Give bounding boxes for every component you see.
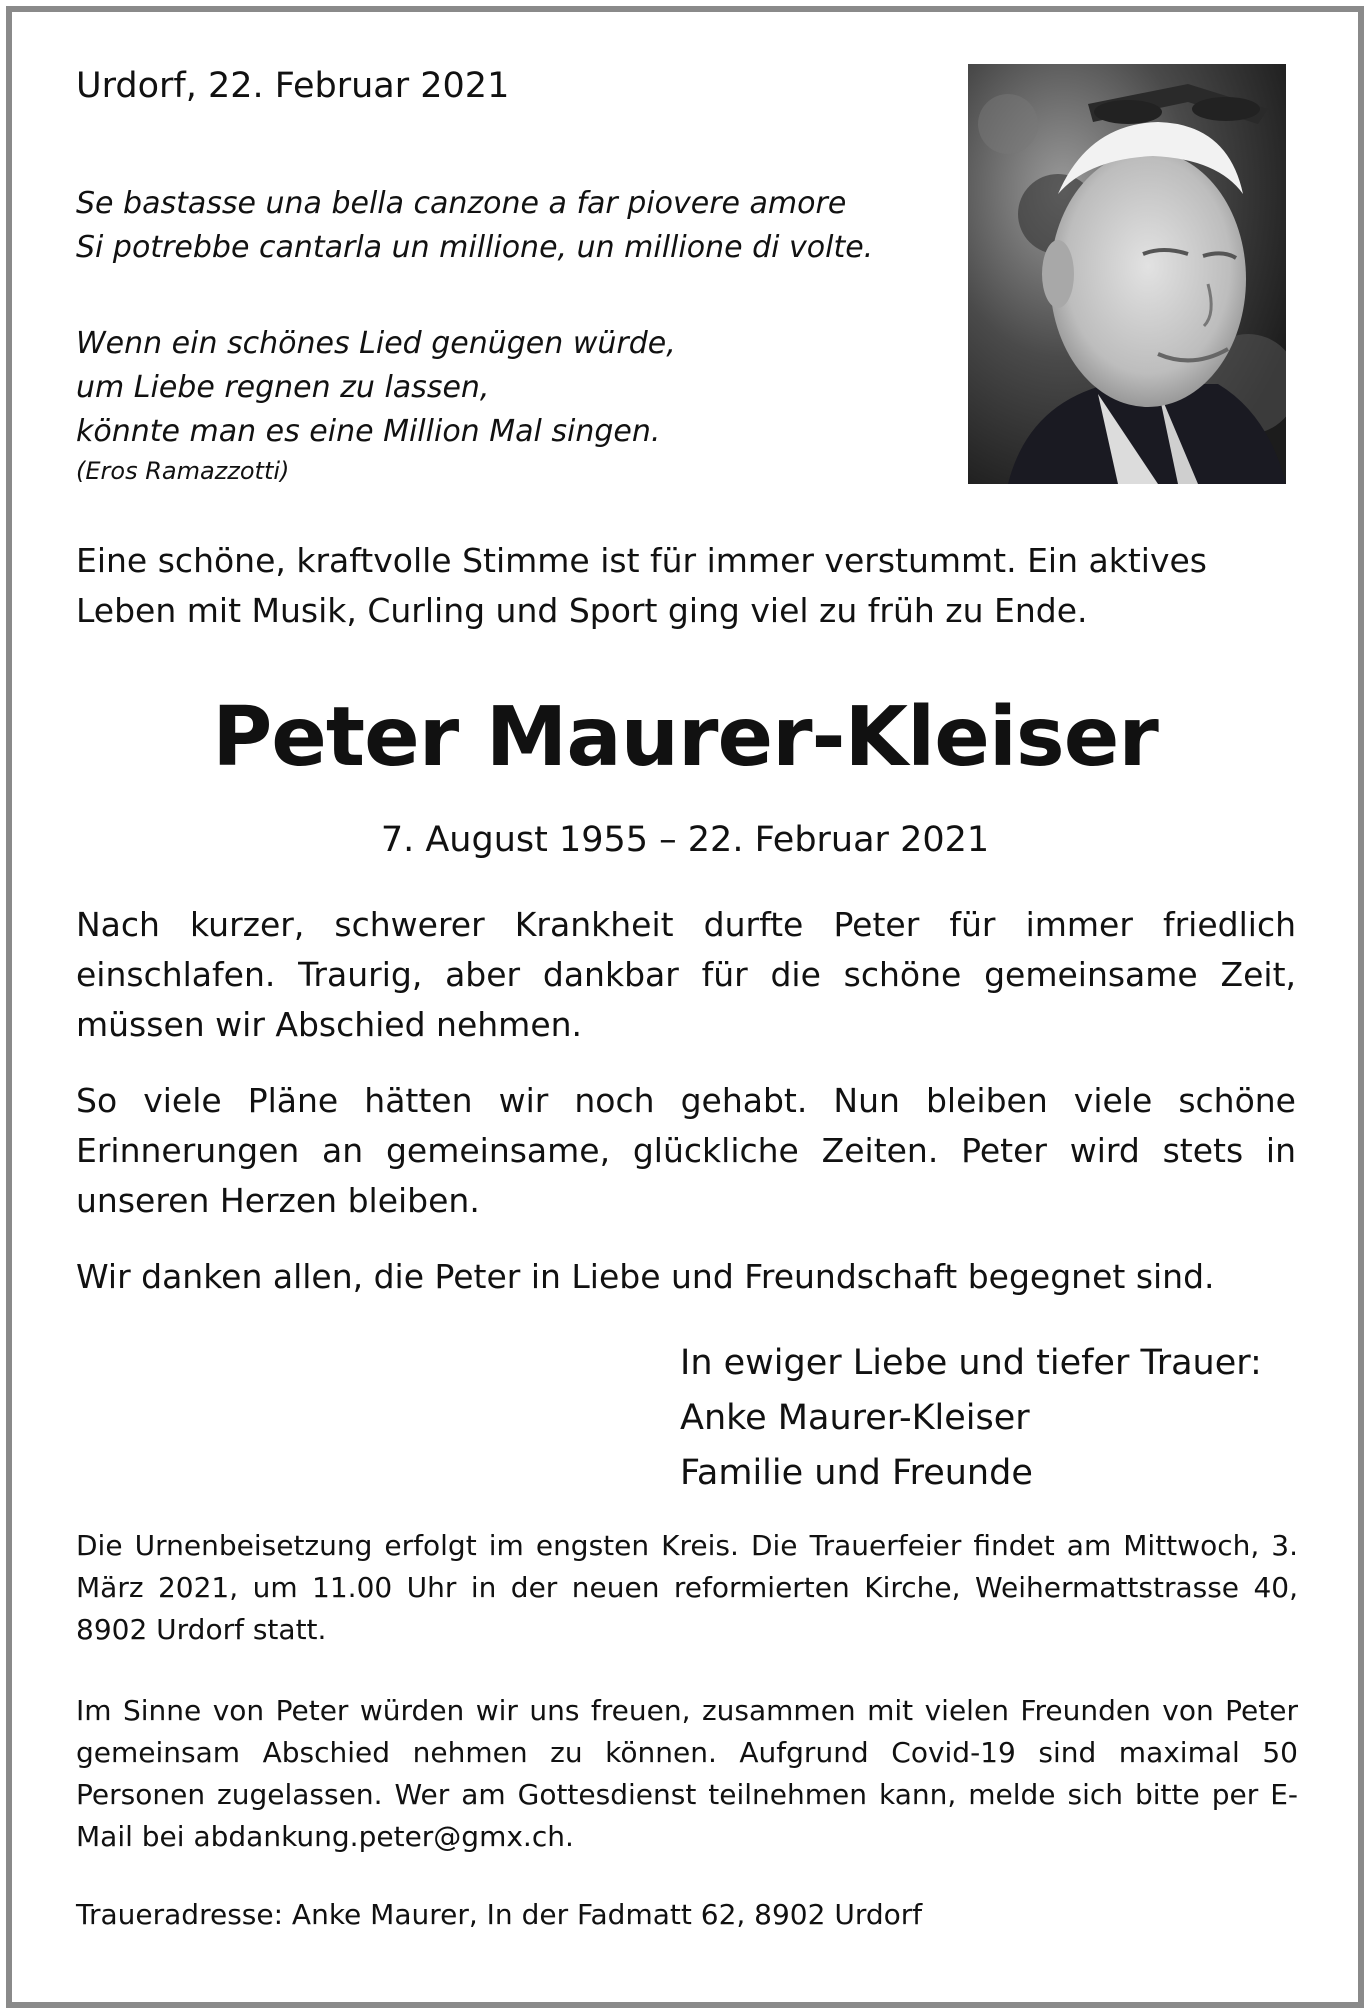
poem-line: Se bastasse una bella canzone a far piovere amore bbox=[76, 186, 847, 221]
poem-german bbox=[76, 322, 676, 454]
location-date: Urdorf, 22. Februar 2021 bbox=[76, 66, 510, 106]
body-paragraph: Nach kurzer, schwerer Krankheit durfte Peter für immer friedlich einschlafen. Traurig, aber dankbar für die schöne gemeinsame Zeit, müssen wir Abschied nehmen. bbox=[76, 905, 1296, 1044]
covid-info: Im Sinne von Peter würden wir uns freuen, zusammen mit vielen Freunden von Peter gemeinsam Abschied nehmen zu können. Aufgrund Covid-19 sind maximal 50 Personen zugelassen. Wer am Gottesdienst teilnehmen kann, melde sich bitte per E-Mail bei abdankung.peter@gmx.ch. bbox=[76, 1694, 1298, 1853]
poem-credit: (Eros Ramazzotti) bbox=[76, 457, 290, 485]
deceased-name: Peter Maurer-Kleiser bbox=[212, 690, 1158, 785]
body-paragraph: Wir danken allen, die Peter in Liebe und Freundschaft begegnet sind. bbox=[76, 1257, 1215, 1296]
poem-line: könnte man es eine Million Mal singen. bbox=[76, 414, 661, 449]
poem-line: um Liebe regnen zu lassen, bbox=[76, 370, 490, 405]
poem-line: Wenn ein schönes Lied genügen würde, bbox=[76, 326, 676, 361]
intro-text: Eine schöne, kraftvolle Stimme ist für immer verstummt. Ein aktives Leben mit Musik, Curling und Sport ging viel zu früh zu Ende. bbox=[76, 541, 1207, 630]
poem-line: Si potrebbe cantarla un millione, un millione di volte. bbox=[76, 230, 874, 265]
mourning-address: Traueradresse: Anke Maurer, In der Fadmatt 62, 8902 Urdorf bbox=[76, 1898, 923, 1931]
signature-block bbox=[680, 1336, 1262, 1501]
signature-line: In ewiger Liebe und tiefer Trauer: bbox=[680, 1343, 1262, 1383]
ceremony-info: Die Urnenbeisetzung erfolgt im engsten Kreis. Die Trauerfeier findet am Mittwoch, 3. März 2021, um 11.00 Uhr in der neuen reformierten Kirche, Weihermattstrasse 40, 8902 Urdorf statt. bbox=[76, 1529, 1298, 1646]
portrait-photo bbox=[968, 64, 1286, 484]
portrait-illustration bbox=[968, 64, 1286, 484]
body-paragraph: So viele Pläne hätten wir noch gehabt. Nun bleiben viele schöne Erinnerungen an gemeinsame, glückliche Zeiten. Peter wird stets in unseren Herzen bleiben. bbox=[76, 1081, 1296, 1220]
signature-line: Familie und Freunde bbox=[680, 1453, 1033, 1493]
signature-line: Anke Maurer-Kleiser bbox=[680, 1398, 1030, 1438]
poem-italian bbox=[76, 182, 873, 270]
life-dates: 7. August 1955 – 22. Februar 2021 bbox=[380, 820, 990, 860]
